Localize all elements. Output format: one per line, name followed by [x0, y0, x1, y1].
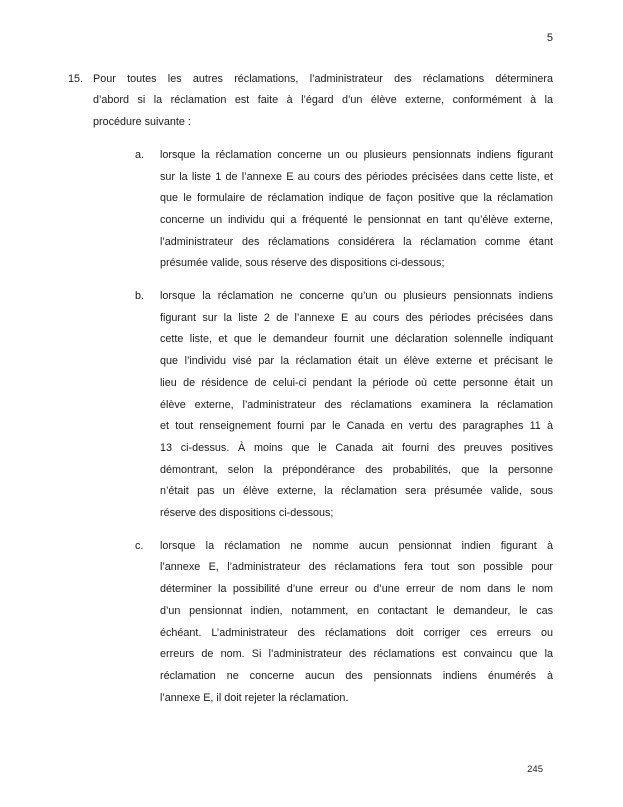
- text-line: présumée valide, sous réserve des dispositions ci-dessous;: [160, 257, 445, 270]
- subparagraph-c-text: [160, 536, 553, 710]
- text-line: 13 ci-dessus. À moins que le Canada ait fourni des preuves positives: [160, 441, 553, 454]
- subparagraph-b: [135, 286, 553, 525]
- text-line: Pour toutes les autres réclamations, l’administrateur des réclamations déterminera: [93, 72, 553, 85]
- text-line: que le formulaire de réclamation indique de façon positive que la réclamation: [160, 192, 553, 205]
- subparagraph-b-text: [160, 286, 553, 525]
- text-line: que l’individu visé par la réclamation était un élève externe et précisant le: [160, 355, 553, 368]
- text-line: réclamation ne concerne aucun des pensionnats indiens énumérés à: [160, 669, 553, 682]
- text-line: réserve des dispositions ci-dessous;: [160, 507, 334, 520]
- subparagraph-a-text: [160, 145, 553, 275]
- text-line: cette liste, et que le demandeur fournit une déclaration solennelle indiquant: [160, 333, 553, 346]
- subparagraph-c: [135, 536, 553, 710]
- subparagraph-a: [135, 145, 553, 275]
- text-line: concerne un individu qui a fréquenté le pensionnat en tant qu’élève externe,: [160, 213, 553, 226]
- paragraph-15-number: 15.: [68, 72, 84, 85]
- text-line: déterminer la possibilité d’une erreur ou d’une erreur de nom dans le nom: [160, 583, 553, 596]
- text-line: figurant sur la liste 2 de l’annexe E au cours des périodes précisées dans: [160, 311, 553, 324]
- subparagraph-b-label: b.: [135, 290, 145, 303]
- text-line: et tout renseignement fourni par le Canada en vertu des paragraphes 11 à: [160, 420, 553, 433]
- text-line: procédure suivante :: [93, 116, 191, 129]
- text-line: l’administrateur des réclamations considérera la réclamation comme étant: [160, 235, 553, 248]
- paragraph-15-text: [93, 69, 553, 134]
- text-line: élève externe, l’administrateur des réclamations examinera la réclamation: [160, 398, 553, 411]
- text-line: sur la liste 1 de l’annexe E au cours des périodes précisées dans cette liste, et: [160, 170, 553, 183]
- subparagraph-a-label: a.: [135, 148, 145, 161]
- text-line: erreurs de nom. Si l’administrateur des réclamations est convaincu que la: [160, 648, 553, 661]
- text-line: échéant. L’administrateur des réclamations doit corriger ces erreurs ou: [160, 626, 553, 639]
- text-line: d’abord si la réclamation est faite à l’égard d’un élève externe, conformément à la: [93, 94, 553, 107]
- text-line: lorsque la réclamation ne concerne qu’un ou plusieurs pensionnats indiens: [160, 290, 553, 303]
- text-line: lorsque la réclamation concerne un ou plusieurs pensionnats indiens figurant: [160, 148, 553, 161]
- header-page-number: 5: [546, 32, 553, 44]
- text-line: n’était pas un élève externe, la réclamation sera présumée valide, sous: [160, 485, 553, 498]
- text-line: lorsque la réclamation ne nomme aucun pensionnat indien figurant à: [160, 539, 553, 552]
- text-line: l’annexe E, l’administrateur des réclamations fera tout son possible pour: [160, 561, 553, 574]
- text-line: d’un pensionnat indien, notamment, en contactant le demandeur, le cas: [160, 604, 553, 617]
- subparagraph-c-label: c.: [135, 539, 144, 552]
- footer-page-number: 245: [527, 764, 543, 775]
- text-line: lieu de résidence de celui-ci pendant la période où cette personne était un: [160, 376, 553, 389]
- text-line: démontrant, selon la prépondérance des probabilités, que la personne: [160, 463, 553, 476]
- text-line: l’annexe E, il doit rejeter la réclamation.: [160, 691, 349, 704]
- paragraph-15: [68, 69, 553, 134]
